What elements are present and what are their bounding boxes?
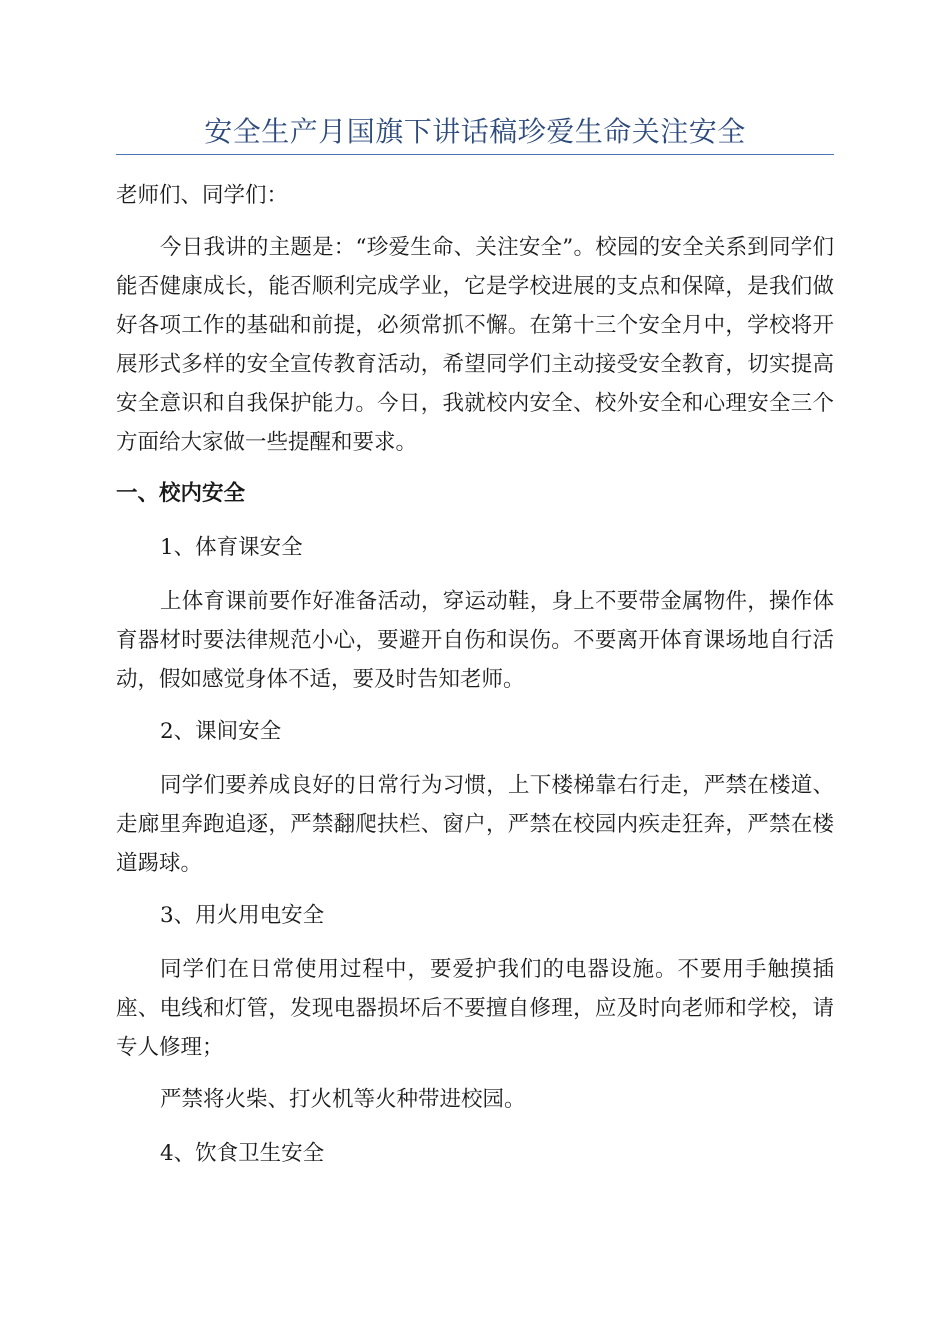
- subheading-food-hygiene: 4、饮食卫生安全: [160, 1141, 325, 1166]
- subheading-recess: 2、课间安全: [160, 719, 282, 744]
- intro-paragraph: 今日我讲的主题是：“珍爱生命、关注安全”。校园的安全关系到同学们能否健康成长，能否顺利完成学业，它是学校进展的支点和保障，是我们做好各项工作的基础和前提，必须常抓不懈。在第十三个安全月中，学校将开展形式多样的安全宣传教育活动，希望同学们主动接受安全教育，切实提高安全意识和自我保护能力。今日，我就校内安全、校外安全和心理安全三个方面给大家做一些提醒和要求。: [116, 235, 834, 455]
- paragraph-fire-electricity: 同学们在日常使用过程中，要爱护我们的电器设施。不要用手触摸插座、电线和灯管，发现电器损坏后不要擅自修理，应及时向老师和学校，请专人修理；: [116, 957, 834, 1060]
- paragraph-fire-ban: 严禁将火柴、打火机等火种带进校园。: [160, 1087, 526, 1112]
- paragraph-recess: 同学们要养成良好的日常行为习惯，上下楼梯靠右行走，严禁在楼道、走廊里奔跑追逐，严禁翻爬扶栏、窗户，严禁在校园内疾走狂奔，严禁在楼道踢球。: [116, 773, 834, 876]
- paragraph-pe-class: 上体育课前要作好准备活动，穿运动鞋，身上不要带金属物件，操作体育器材时要法律规范小心，要避开自伤和误伤。不要离开体育课场地自行活动，假如感觉身体不适，要及时告知老师。: [116, 589, 834, 692]
- salutation: 老师们、同学们：: [116, 183, 289, 208]
- section-heading-campus-safety: 一、校内安全: [116, 481, 246, 506]
- subheading-fire-electricity: 3、用火用电安全: [160, 903, 325, 928]
- document-title: 安全生产月国旗下讲话稿珍爱生命关注安全: [204, 115, 746, 148]
- subheading-pe-class: 1、体育课安全: [160, 535, 303, 560]
- title-underline: [116, 154, 834, 155]
